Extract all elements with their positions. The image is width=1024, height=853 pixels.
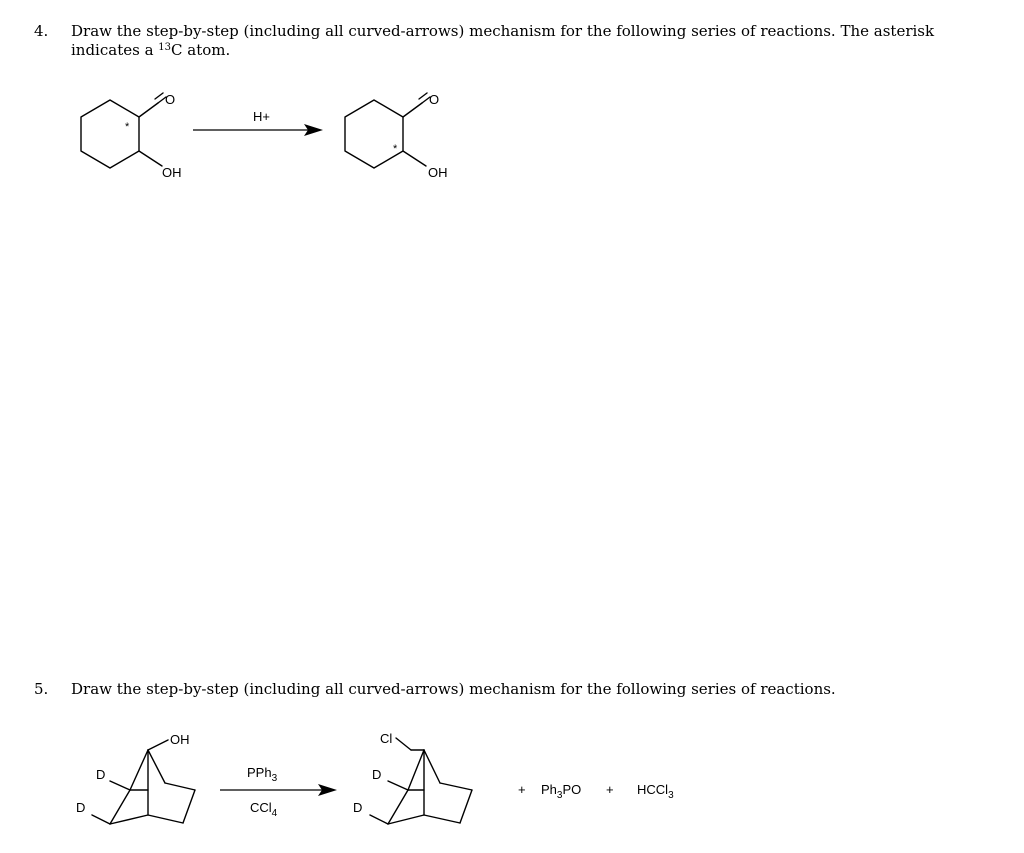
q5-product-ring-left-low — [388, 790, 408, 824]
q5-reactant-ring-left-low — [110, 790, 130, 824]
q5-product-molecule — [353, 731, 472, 824]
q5-reactant-deuterium-upper: D — [96, 767, 106, 782]
q5-product-ring-bottom-right — [424, 815, 460, 823]
q4-reactant-hydroxyl-label: OH — [162, 165, 182, 180]
q4-reactant-cyclohexane-ring — [81, 100, 139, 168]
q5-byproduct-triphenylphosphine-oxide: $Ph_3PO$ — [541, 782, 582, 801]
q5-reactant-ring-top-right — [165, 783, 195, 790]
question-4-line-1: Draw the step-by-step (including all curved-arrows) mechanism for the following series of reactions. The asterisk — [71, 22, 935, 40]
q5-reagent-bottom: CCl$_4$ — [250, 800, 278, 819]
q5-product-d1-bond — [388, 781, 408, 790]
q5-product-ring-right — [460, 790, 472, 823]
question-5-number: 5. — [34, 680, 49, 698]
q4-product-c-oh-bond — [403, 151, 426, 166]
q4-product-molecule — [345, 92, 448, 180]
q5-reactant-hydroxyl-label: OH — [170, 732, 190, 747]
q4-reactant-star-label: * — [125, 121, 130, 133]
q5-reaction-arrow — [220, 765, 337, 819]
question-4-line-2-post: C atom. — [171, 41, 231, 59]
q5-reactant-ring-bottom — [110, 815, 148, 824]
question-4-number: 4. — [34, 22, 49, 40]
q5-reactant-d2-bond — [92, 815, 110, 824]
q4-reagent-label: H+ — [253, 109, 270, 124]
q4-product-carbonyl-oxygen: O — [429, 92, 440, 107]
q5-product-ring-top-right — [440, 783, 472, 790]
q5-product-d2-bond — [370, 815, 388, 824]
q4-reactant-carbonyl-double-bond-b — [155, 93, 163, 99]
q5-reactant-d1-bond — [110, 781, 130, 790]
q5-product-deuterium-lower: D — [353, 800, 363, 815]
q4-reactant-c-oh-bond — [139, 151, 162, 166]
q5-product-deuterium-upper: D — [372, 767, 382, 782]
q5-reactant-bridge-left — [130, 750, 148, 790]
q5-reactant-molecule — [76, 732, 195, 824]
q4-reactant-ring-to-carbonyl-bond — [139, 103, 158, 117]
q5-reactant-ring-right — [183, 790, 195, 823]
q5-reactant-ring-bottom-right — [148, 815, 183, 823]
q5-product-chloro-label: Cl — [380, 731, 393, 746]
q4-reaction-arrow — [193, 109, 323, 136]
q5-reactant-ch2-oh-bond — [148, 740, 168, 750]
q5-product-ch2-cl-bond — [396, 738, 411, 750]
q5-reactant-bridge-right — [148, 750, 165, 783]
question-4-line-2-pre: indicates a — [71, 41, 159, 59]
q4-product-star-label: * — [393, 143, 398, 155]
q5-byproduct-chloroform: HCCl$_3$ — [637, 782, 674, 801]
question-5-prompt: Draw the step-by-step (including all curved-arrows) mechanism for the following series of reactions. — [71, 680, 836, 698]
q5-plus-sign-1: + — [518, 782, 526, 797]
q5-product-bridge-left — [408, 750, 424, 790]
q5-plus-sign-2: + — [606, 782, 614, 797]
isotope-mass-number: 13 — [158, 42, 172, 53]
q4-reactant-carbonyl-oxygen: O — [165, 92, 176, 107]
q5-reagent-top: PPh$_3$ — [247, 765, 278, 784]
q4-product-ring-to-carbonyl-bond — [403, 103, 422, 117]
q5-byproducts — [518, 782, 674, 801]
q5-product-ring-bottom — [388, 815, 424, 824]
q4-product-hydroxyl-label: OH — [428, 165, 448, 180]
q5-reactant-deuterium-lower: D — [76, 800, 86, 815]
q5-product-bridge-right — [424, 750, 440, 783]
q4-product-carbonyl-double-bond-b — [419, 93, 427, 99]
q4-reactant-molecule — [81, 92, 182, 180]
q4-product-cyclohexane-ring — [345, 100, 403, 168]
